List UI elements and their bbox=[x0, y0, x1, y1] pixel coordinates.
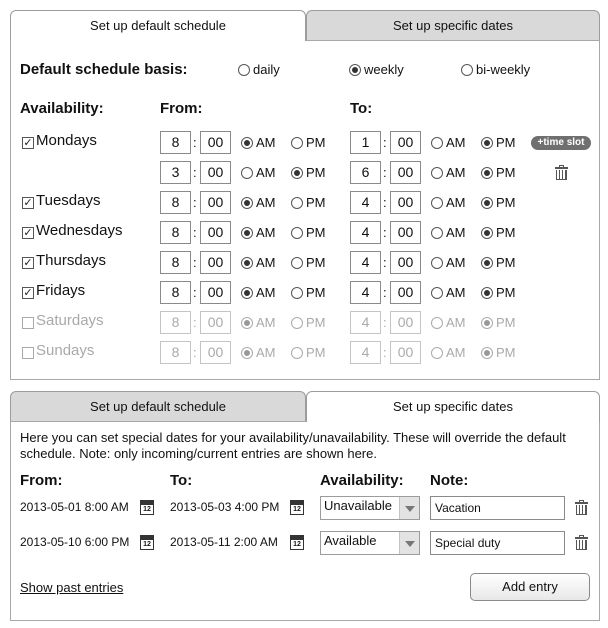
from-minute-input[interactable]: 00 bbox=[200, 161, 231, 184]
to-pm-radio[interactable] bbox=[481, 287, 493, 299]
to-hour-input[interactable]: 4 bbox=[350, 221, 381, 244]
from-hour-input[interactable]: 3 bbox=[160, 161, 191, 184]
calendar-icon[interactable]: 12 bbox=[140, 535, 154, 550]
to-pm-label: PM bbox=[496, 345, 516, 360]
from-am-radio[interactable] bbox=[241, 137, 253, 149]
to-hour-input[interactable]: 4 bbox=[350, 191, 381, 214]
from-am-label: AM bbox=[256, 285, 276, 300]
to-am-label: AM bbox=[446, 345, 466, 360]
from-am-radio[interactable] bbox=[241, 287, 253, 299]
time-separator: : bbox=[193, 315, 197, 330]
delete-entry-trash-icon[interactable] bbox=[575, 536, 588, 550]
from-pm-label: PM bbox=[306, 345, 326, 360]
to-am-radio[interactable] bbox=[431, 347, 443, 359]
day-label: Wednesdays bbox=[36, 222, 123, 239]
from-am-radio[interactable] bbox=[241, 257, 253, 269]
entry-1-note-input[interactable]: Vacation bbox=[430, 496, 565, 520]
bottom-tab-bar bbox=[10, 391, 600, 421]
to-minute-input[interactable]: 00 bbox=[390, 251, 421, 274]
from-am-radio[interactable] bbox=[241, 227, 253, 239]
specific-note-header: Note: bbox=[430, 472, 469, 489]
basis-daily-label: daily bbox=[253, 62, 280, 77]
to-pm-label: PM bbox=[496, 135, 516, 150]
from-am-label: AM bbox=[256, 135, 276, 150]
day-checkbox[interactable]: ✓ bbox=[23, 197, 33, 209]
to-am-radio[interactable] bbox=[431, 197, 443, 209]
to-pm-radio[interactable] bbox=[481, 347, 493, 359]
time-separator: : bbox=[383, 285, 387, 300]
to-am-radio[interactable] bbox=[431, 257, 443, 269]
day-checkbox[interactable]: ✓ bbox=[23, 137, 33, 149]
delete-entry-trash-icon[interactable] bbox=[575, 501, 588, 515]
time-separator: : bbox=[383, 315, 387, 330]
entry-2-to: 2013-05-11 2:00 AM bbox=[170, 535, 278, 549]
time-separator: : bbox=[383, 135, 387, 150]
from-am-label: AM bbox=[256, 345, 276, 360]
time-separator: : bbox=[193, 285, 197, 300]
basis-label: Default schedule basis: bbox=[20, 61, 188, 78]
from-pm-label: PM bbox=[306, 285, 326, 300]
to-pm-label: PM bbox=[496, 195, 516, 210]
tab-default-schedule[interactable]: Set up default schedule bbox=[10, 10, 306, 41]
calendar-icon[interactable]: 12 bbox=[140, 500, 154, 515]
from-minute-input[interactable]: 00 bbox=[200, 191, 231, 214]
from-hour-input[interactable]: 8 bbox=[160, 311, 191, 334]
to-am-label: AM bbox=[446, 315, 466, 330]
calendar-icon[interactable]: 12 bbox=[290, 535, 304, 550]
to-minute-input[interactable]: 00 bbox=[390, 341, 421, 364]
to-hour-input[interactable]: 4 bbox=[350, 311, 381, 334]
from-pm-label: PM bbox=[306, 315, 326, 330]
entry-2-from: 2013-05-10 6:00 PM bbox=[20, 535, 130, 549]
entry-1-from: 2013-05-01 8:00 AM bbox=[20, 500, 129, 514]
from-pm-label: PM bbox=[306, 165, 326, 180]
to-minute-input[interactable]: 00 bbox=[390, 131, 421, 154]
tab-specific-dates[interactable]: Set up specific dates bbox=[306, 10, 600, 40]
to-hour-input[interactable]: 6 bbox=[350, 161, 381, 184]
from-minute-input[interactable]: 00 bbox=[200, 281, 231, 304]
basis-biweekly-label: bi-weekly bbox=[476, 62, 531, 77]
time-separator: : bbox=[193, 255, 197, 270]
day-checkbox[interactable]: ✓ bbox=[23, 287, 33, 299]
from-header: From: bbox=[160, 100, 203, 117]
from-pm-radio[interactable] bbox=[291, 227, 303, 239]
from-minute-input[interactable]: 00 bbox=[200, 341, 231, 364]
to-pm-radio[interactable] bbox=[481, 317, 493, 329]
specific-from-header: From: bbox=[20, 472, 63, 489]
to-minute-input[interactable]: 00 bbox=[390, 221, 421, 244]
time-separator: : bbox=[383, 345, 387, 360]
entry-2-availability-value: Available bbox=[324, 533, 377, 548]
from-am-radio[interactable] bbox=[241, 197, 253, 209]
to-pm-label: PM bbox=[496, 165, 516, 180]
from-minute-input[interactable]: 00 bbox=[200, 251, 231, 274]
to-pm-radio[interactable] bbox=[481, 227, 493, 239]
specific-availability-header: Availability: bbox=[320, 472, 404, 489]
from-hour-input[interactable]: 8 bbox=[160, 131, 191, 154]
to-am-label: AM bbox=[446, 285, 466, 300]
from-pm-label: PM bbox=[306, 195, 326, 210]
from-am-label: AM bbox=[256, 315, 276, 330]
to-minute-input[interactable]: 00 bbox=[390, 281, 421, 304]
from-pm-radio[interactable] bbox=[291, 257, 303, 269]
tab-specific-dates-2[interactable]: Set up specific dates bbox=[306, 391, 600, 422]
from-minute-input[interactable]: 00 bbox=[200, 221, 231, 244]
day-label: Sundays bbox=[36, 342, 95, 359]
from-hour-input[interactable]: 8 bbox=[160, 281, 191, 304]
from-pm-radio[interactable] bbox=[291, 347, 303, 359]
add-entry-button[interactable]: Add entry bbox=[470, 573, 590, 601]
to-header: To: bbox=[350, 100, 373, 117]
to-minute-input[interactable]: 00 bbox=[390, 191, 421, 214]
to-pm-label: PM bbox=[496, 315, 516, 330]
from-pm-label: PM bbox=[306, 135, 326, 150]
from-am-label: AM bbox=[256, 255, 276, 270]
to-am-label: AM bbox=[446, 135, 466, 150]
to-pm-radio[interactable] bbox=[481, 167, 493, 179]
to-am-label: AM bbox=[446, 225, 466, 240]
from-pm-radio[interactable] bbox=[291, 197, 303, 209]
calendar-icon[interactable]: 12 bbox=[290, 500, 304, 515]
to-pm-label: PM bbox=[496, 255, 516, 270]
tab-default-schedule-2[interactable]: Set up default schedule bbox=[10, 391, 306, 421]
from-am-label: AM bbox=[256, 225, 276, 240]
time-separator: : bbox=[193, 135, 197, 150]
from-minute-input[interactable]: 00 bbox=[200, 311, 231, 334]
from-pm-radio[interactable] bbox=[291, 137, 303, 149]
specific-to-header: To: bbox=[170, 472, 193, 489]
to-am-label: AM bbox=[446, 195, 466, 210]
to-hour-input[interactable]: 4 bbox=[350, 341, 381, 364]
from-am-radio[interactable] bbox=[241, 317, 253, 329]
day-checkbox[interactable]: ✓ bbox=[23, 227, 33, 239]
entry-2-availability-select[interactable] bbox=[320, 531, 420, 555]
to-am-radio[interactable] bbox=[431, 167, 443, 179]
day-checkbox[interactable] bbox=[22, 347, 34, 359]
to-hour-input[interactable]: 4 bbox=[350, 251, 381, 274]
day-checkbox[interactable]: ✓ bbox=[23, 257, 33, 269]
availability-header: Availability: bbox=[20, 100, 104, 117]
to-pm-label: PM bbox=[496, 285, 516, 300]
to-pm-radio[interactable] bbox=[481, 197, 493, 209]
to-pm-label: PM bbox=[496, 225, 516, 240]
to-am-radio[interactable] bbox=[431, 287, 443, 299]
chevron-down-icon bbox=[399, 497, 419, 519]
from-pm-label: PM bbox=[306, 255, 326, 270]
to-hour-input[interactable]: 1 bbox=[350, 131, 381, 154]
time-separator: : bbox=[193, 345, 197, 360]
basis-weekly-radio[interactable] bbox=[349, 64, 361, 76]
time-separator: : bbox=[383, 225, 387, 240]
from-am-radio[interactable] bbox=[241, 347, 253, 359]
specific-description: Here you can set special dates for your availability/unavailability. These will override the default schedule. Note: only incoming/current entries are shown here. bbox=[20, 430, 566, 461]
time-separator: : bbox=[193, 195, 197, 210]
to-am-label: AM bbox=[446, 255, 466, 270]
time-separator: : bbox=[193, 225, 197, 240]
from-pm-label: PM bbox=[306, 225, 326, 240]
to-am-radio[interactable] bbox=[431, 137, 443, 149]
day-label: Fridays bbox=[36, 282, 86, 299]
basis-biweekly-radio[interactable] bbox=[461, 64, 473, 76]
time-separator: : bbox=[383, 255, 387, 270]
day-label: Mondays bbox=[36, 132, 97, 149]
to-hour-input[interactable]: 4 bbox=[350, 281, 381, 304]
from-am-label: AM bbox=[256, 195, 276, 210]
basis-daily-radio[interactable] bbox=[238, 64, 250, 76]
entry-2-note-input[interactable]: Special duty bbox=[430, 531, 565, 555]
top-tab-bar bbox=[10, 10, 600, 40]
to-minute-input[interactable]: 00 bbox=[390, 161, 421, 184]
from-hour-input[interactable]: 8 bbox=[160, 191, 191, 214]
time-separator: : bbox=[193, 165, 197, 180]
from-hour-input[interactable]: 8 bbox=[160, 341, 191, 364]
day-label: Thursdays bbox=[36, 252, 107, 269]
to-am-radio[interactable] bbox=[431, 317, 443, 329]
entry-1-to: 2013-05-03 4:00 PM bbox=[170, 500, 280, 514]
to-minute-input[interactable]: 00 bbox=[390, 311, 421, 334]
from-hour-input[interactable]: 8 bbox=[160, 251, 191, 274]
day-checkbox[interactable] bbox=[22, 317, 34, 329]
from-minute-input[interactable]: 00 bbox=[200, 131, 231, 154]
from-hour-input[interactable]: 8 bbox=[160, 221, 191, 244]
from-pm-radio[interactable] bbox=[291, 287, 303, 299]
to-am-label: AM bbox=[446, 165, 466, 180]
basis-weekly-label: weekly bbox=[364, 62, 404, 77]
day-label: Saturdays bbox=[36, 312, 104, 329]
time-separator: : bbox=[383, 165, 387, 180]
from-pm-radio[interactable] bbox=[291, 317, 303, 329]
from-am-label: AM bbox=[256, 165, 276, 180]
delete-slot-trash-icon[interactable] bbox=[555, 166, 568, 180]
from-am-radio[interactable] bbox=[241, 167, 253, 179]
time-separator: : bbox=[383, 195, 387, 210]
add-time-slot-button[interactable]: +time slot bbox=[531, 136, 591, 150]
entry-1-availability-select[interactable] bbox=[320, 496, 420, 520]
show-past-entries-link[interactable]: Show past entries bbox=[20, 580, 124, 595]
to-pm-radio[interactable] bbox=[481, 257, 493, 269]
to-am-radio[interactable] bbox=[431, 227, 443, 239]
to-pm-radio[interactable] bbox=[481, 137, 493, 149]
day-label: Tuesdays bbox=[36, 192, 101, 209]
entry-1-availability-value: Unavailable bbox=[324, 498, 392, 513]
chevron-down-icon bbox=[399, 532, 419, 554]
from-pm-radio[interactable] bbox=[291, 167, 303, 179]
